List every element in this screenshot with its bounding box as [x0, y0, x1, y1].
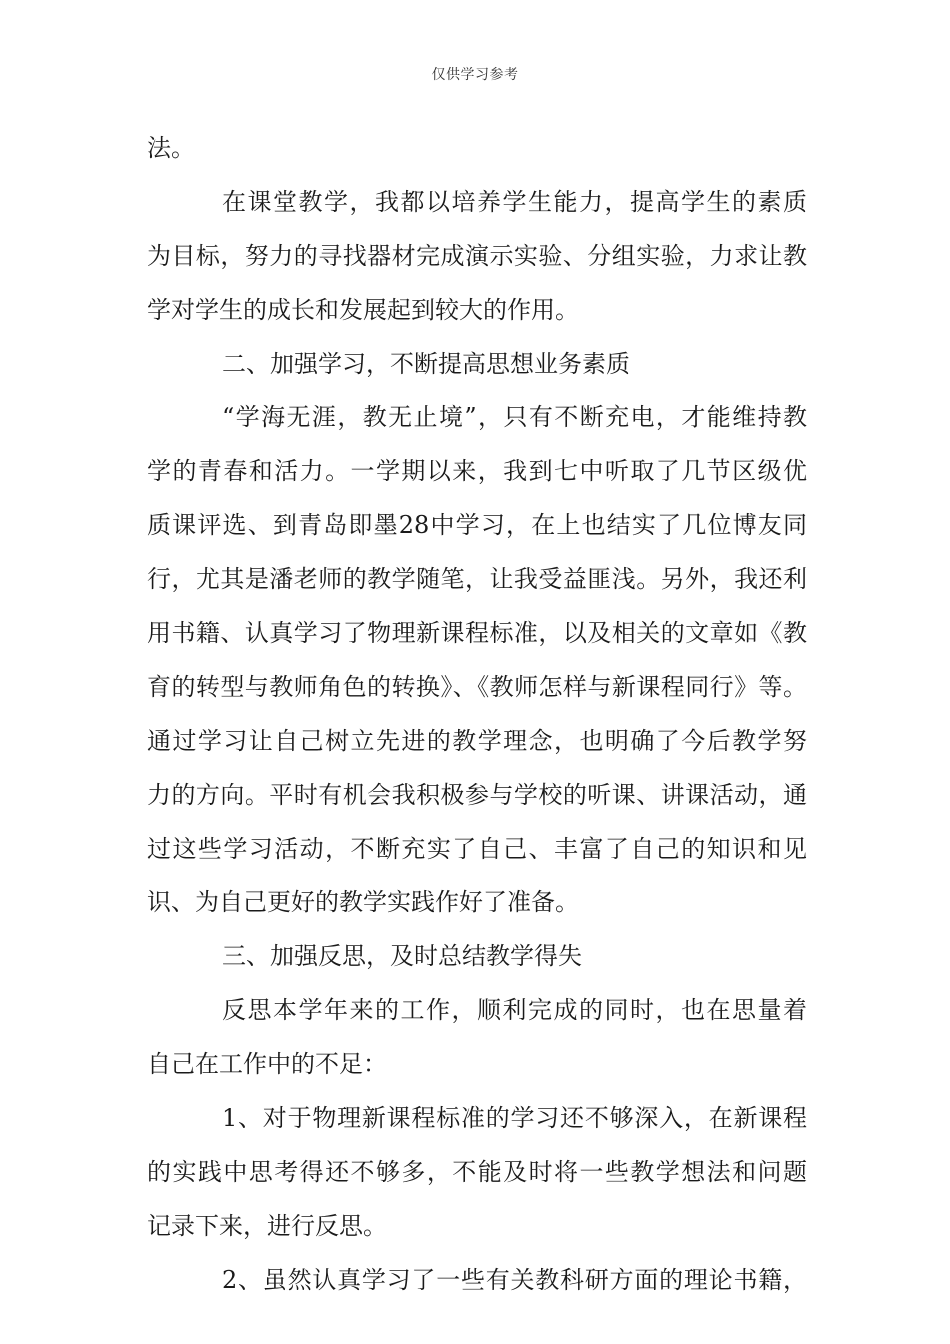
text-line: 力的方向。平时有机会我积极参与学校的听课、讲课活动，通: [147, 780, 807, 809]
text-line: 2、虽然认真学习了一些有关教科研方面的理论书籍，: [222, 1265, 807, 1294]
text-line: 自己在工作中的不足：: [147, 1050, 387, 1079]
text-line: 二、加强学习，不断提高思想业务素质: [222, 349, 630, 378]
document-body: [147, 122, 807, 1308]
text-line: 学对学生的成长和发展起到较大的作用。: [147, 295, 579, 324]
text-line: 用书籍、认真学习了物理新课程标准，以及相关的文章如《教: [147, 619, 807, 648]
text-line: 识、为自己更好的教学实践作好了准备。: [147, 888, 579, 917]
text-line: 1、对于物理新课程标准的学习还不够深入，在新课程: [222, 1104, 807, 1133]
text-line: 行，尤其是潘老师的教学随笔，让我受益匪浅。另外，我还利: [147, 565, 807, 594]
text-line: 育的转型与教师角色的转换》、《教师怎样与新课程同行》等。: [147, 672, 807, 701]
text-line: 学的青春和活力。一学期以来，我到七中听取了几节区级优: [147, 457, 807, 486]
text-line: 通过学习让自己树立先进的教学理念，也明确了今后教学努: [147, 726, 807, 755]
text-line: 为目标，努力的寻找器材完成演示实验、分组实验，力求让教: [147, 241, 807, 270]
text-line: 过这些学习活动，不断充实了自己、丰富了自己的知识和见: [147, 834, 807, 863]
text-line: 法。: [147, 134, 195, 162]
text-line: 三、加强反思，及时总结教学得失: [222, 942, 582, 971]
page-header: 仅供学习参考: [431, 67, 519, 83]
text-line: “学海无涯，教无止境”，只有不断充电，才能维持教: [222, 403, 807, 432]
text-line: 反思本学年来的工作，顺利完成的同时，也在思量着: [222, 996, 807, 1025]
text-line: 在课堂教学，我都以培养学生能力，提高学生的素质: [222, 187, 807, 216]
text-line: 的实践中思考得还不够多，不能及时将一些教学想法和问题: [147, 1157, 807, 1186]
text-line: 质课评选、到青岛即墨28中学习，在上也结实了几位博友同: [147, 511, 807, 540]
text-line: 记录下来，进行反思。: [147, 1211, 387, 1240]
